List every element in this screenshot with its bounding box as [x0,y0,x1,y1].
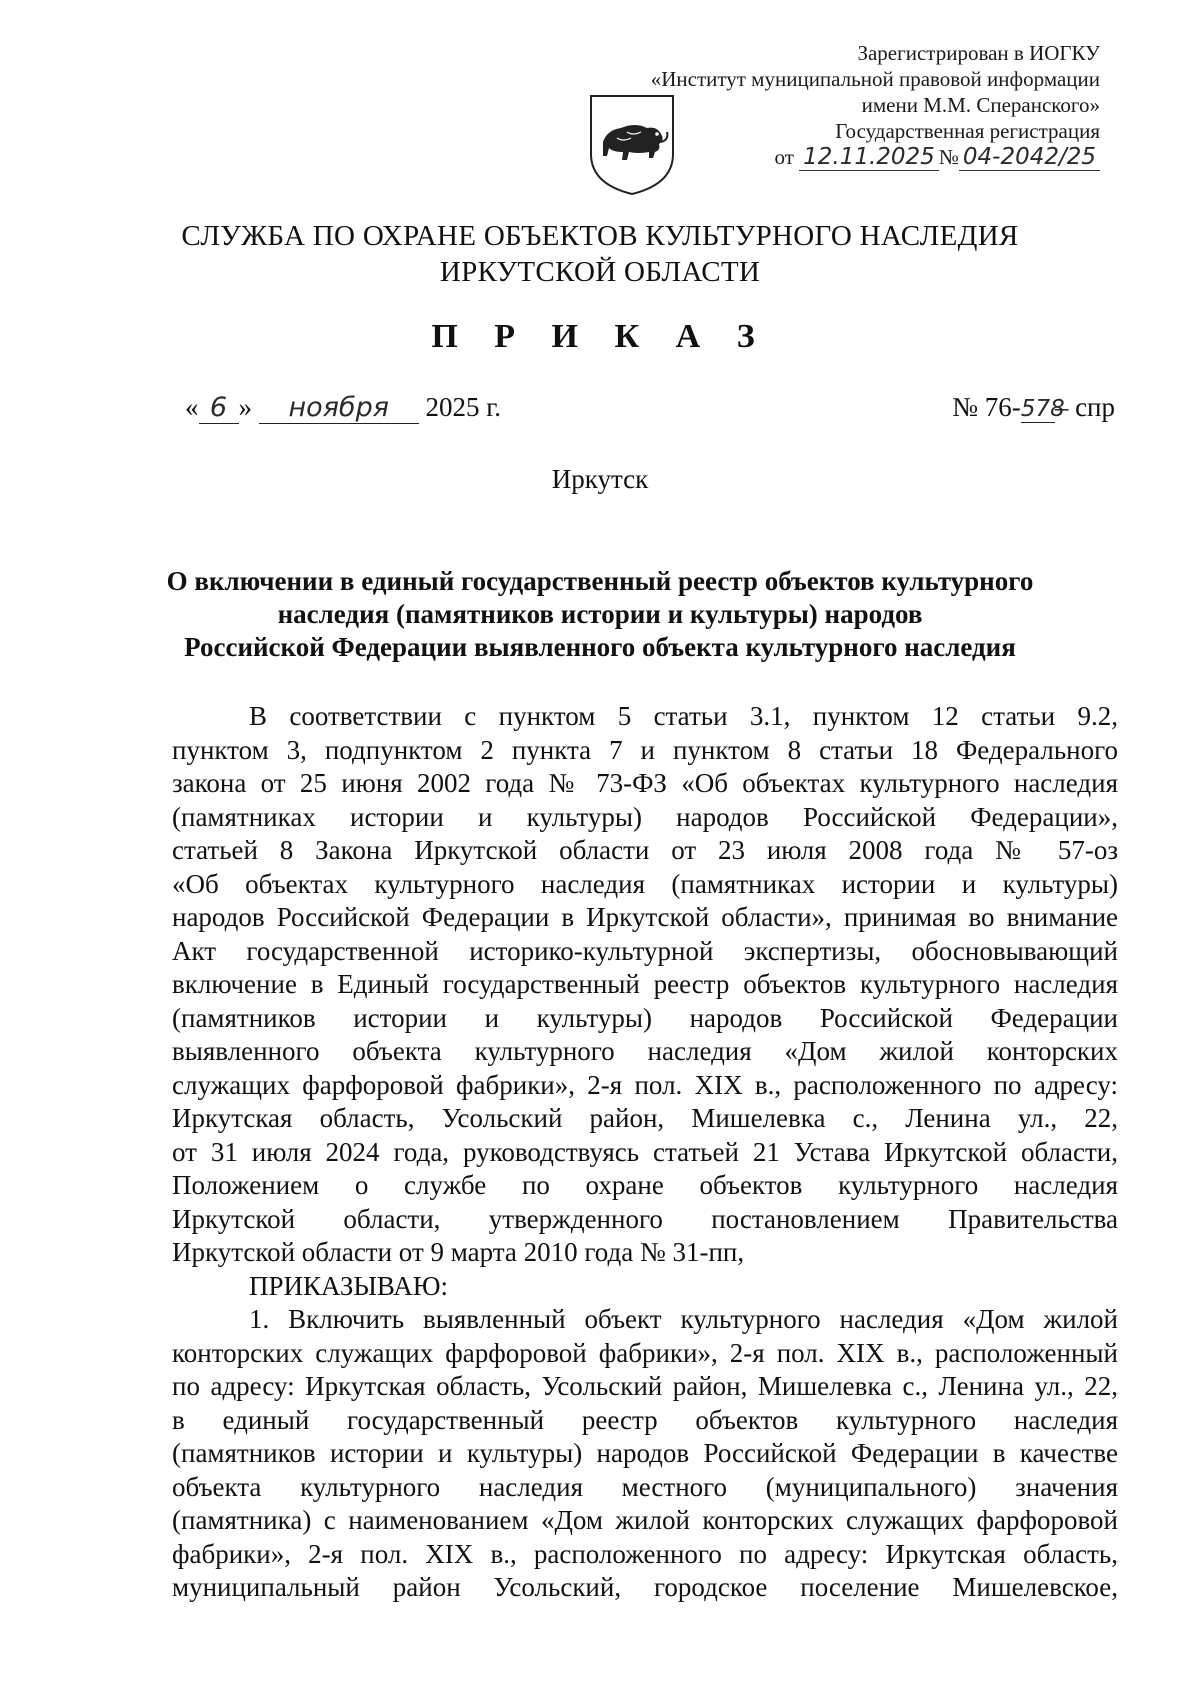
order-month: ноября [259,392,419,424]
body-line: 1. Включить выявленный объект культурного наследия «Дом жилой [249,1304,1118,1334]
order-day: 6 [199,392,239,424]
order-year: 2025 г. [425,392,502,422]
body-line: пунктом 3, подпунктом 2 пункта 7 и пунктом 8 статьи 18 Федерального [172,734,1118,765]
order-subject [160,565,1040,664]
registration-line: «Институт муниципальной правовой информации [650,67,1100,91]
body-line: (памятника) с наименованием «Дом жилой конторских служащих фарфоровой [172,1505,1118,1535]
registration-line: имени М.М. Сперанского» [861,93,1100,117]
body-line: закона от 25 июня 2002 года № 73-ФЗ «Об объектах культурного наследия [172,768,1118,798]
agency-name [0,218,1200,290]
agency-line: ИРКУТСКОЙ ОБЛАСТИ [439,256,761,288]
body-line: в единый государственный реестр объектов культурного наследия [172,1404,1118,1435]
body-line: фабрики», 2-я пол. XIX в., расположенного по адресу: Иркутская область, [172,1538,1118,1569]
quote-close: » [238,392,252,422]
order-number-hand: 578 [1020,396,1065,422]
order-body [172,700,1118,1605]
body-line: (памятников истории и культуры) народов Российской Федерации [172,1002,1118,1033]
body-line: от 31 июля 2024 года, руководствуясь статьей 21 Устава Иркутской области, [172,1136,1118,1167]
order-date [185,392,501,424]
body-line: Иркутской области, утвержденного постановлением Правительства [172,1203,1118,1234]
registration-line: Зарегистрирован в ИОГКУ [857,41,1100,65]
body-line: выявленного объекта культурного наследия «Дом жилой конторских [172,1036,1118,1066]
body-line: «Об объектах культурного наследия (памятниках истории и культуры) [172,868,1118,899]
registration-date-prefix: от [774,145,794,169]
order-number [952,392,1115,423]
subject-line: наследия (памятников истории и культуры) народов [277,599,923,629]
subject-line: О включении в единый государственный реестр объектов культурного [166,566,1034,596]
body-line: Иркутской области от 9 марта 2010 года № 31-пп, [172,1237,745,1267]
body-line: муниципальный район Усольский, городское поселение Мишелевское, [172,1572,1118,1602]
coat-of-arms-icon [587,92,677,198]
body-line: (памятниках истории и культуры) народов Российской Федерации», [172,801,1118,832]
body-line: (памятников истории и культуры) народов Российской Федерации в качестве [172,1438,1118,1468]
body-line: Иркутская область, Усольский район, Мишелевка с., Ленина ул., 22, [172,1103,1118,1133]
agency-line: СЛУЖБА ПО ОХРАНЕ ОБЪЕКТОВ КУЛЬТУРНОГО НАСЛЕДИЯ [181,220,1019,252]
quote-open: « [185,392,199,422]
registration-number-prefix: № [938,145,959,169]
body-line: Акт государственной историко-культурной экспертизы, обосновывающий [172,935,1118,966]
city: Иркутск [551,464,649,494]
registration-date: 12.11.2025 [799,144,939,171]
registration-line: Государственная регистрация [835,119,1100,143]
body-line: конторских служащих фарфоровой фабрики», 2-я пол. XIX в., расположенный [172,1337,1118,1368]
body-line-order-word: ПРИКАЗЫВАЮ: [249,1270,448,1301]
body-line: объекта культурного наследия местного (муниципального) значения [172,1471,1118,1502]
registration-number: 04-2042/25 [959,144,1100,171]
body-line: народов Российской Федерации в Иркутской области», принимая во внимание [172,902,1118,932]
body-line: В соответствии с пунктом 5 статьи 3.1, пунктом 12 статьи 9.2, [249,701,1118,731]
body-line: по адресу: Иркутская область, Усольский район, Мишелевка с., Ленина ул., 22, [172,1371,1118,1401]
body-line: Положением о службе по охране объектов культурного наследия [172,1170,1118,1200]
body-line: включение в Единый государственный реестр объектов культурного наследия [172,969,1118,999]
order-number-suffix: – спр [1054,392,1115,422]
order-number-prefix: № 76- [952,392,1021,422]
body-line: служащих фарфоровой фабрики», 2-я пол. XIX в., расположенного по адресу: [172,1069,1118,1100]
document-type: П Р И К А З [431,318,769,355]
subject-line: Российской Федерации выявленного объекта культурного наследия [184,632,1016,662]
body-line: статьей 8 Закона Иркутской области от 23 июля 2008 года № 57-оз [172,835,1118,865]
date-number-line [185,392,1115,432]
